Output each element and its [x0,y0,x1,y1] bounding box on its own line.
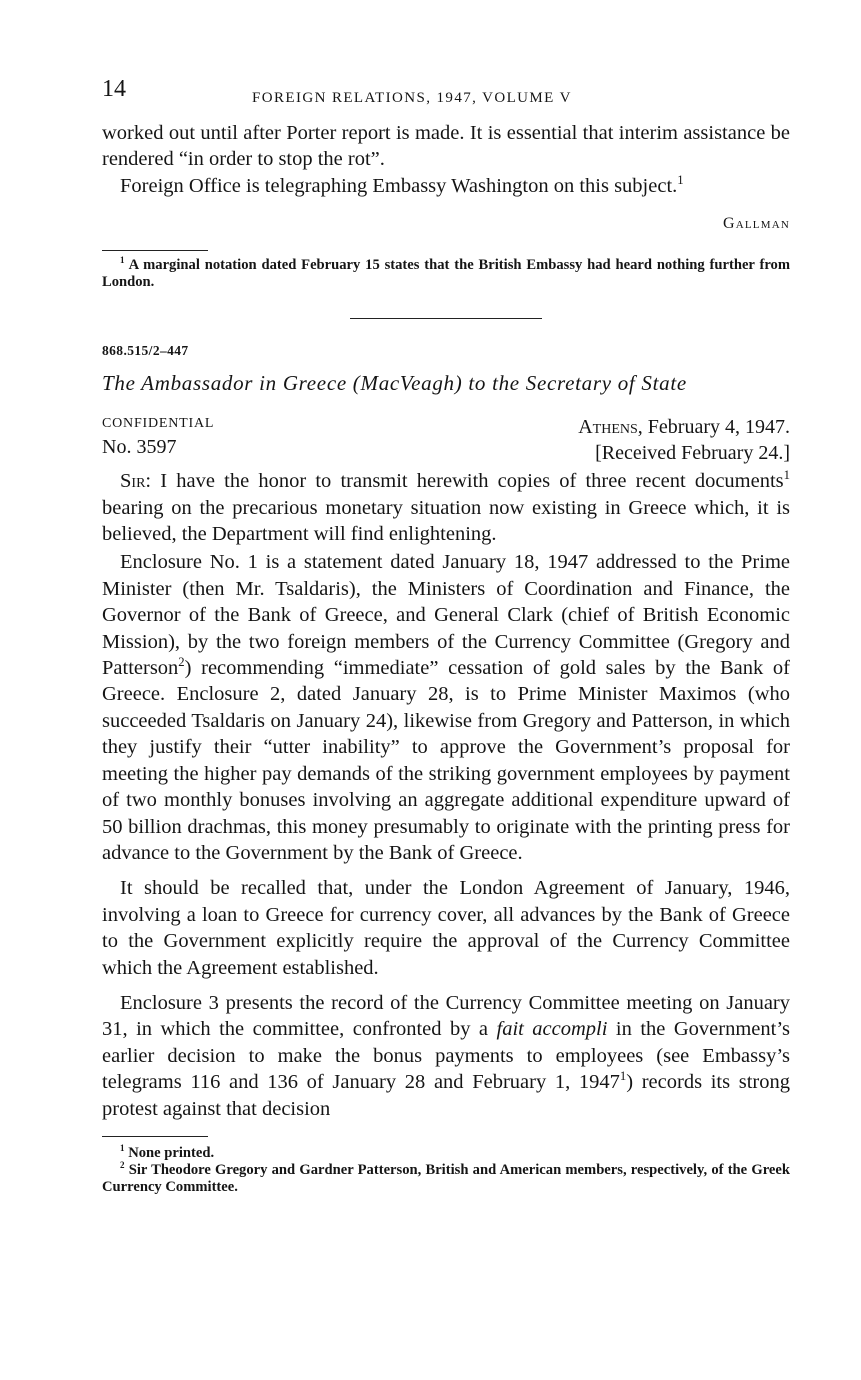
footnote-marker: 2 [120,1160,125,1171]
footnote-rule [102,1136,208,1137]
dateline-right [578,414,790,466]
continued-text: worked out until after Porter report is made. It is essential that interim assistance be rendered “in order to stop the rot”. [102,122,790,171]
paragraph-text: It should be recalled that, under the London Agreement of January, 1946, involving a loan to Greece for currency cover, all advances by the Bank of Greece to the Government explicitly require the approval of the Currency Committee which the Agreement established. [102,877,790,979]
footnote [102,1145,790,1162]
footnote-marker: 1 [120,255,125,266]
document-title: The Ambassador in Greece (MacVeagh) to the Secretary of State [102,371,687,396]
paragraph-text: in the Government’s earlier decision to make the bonus payments to employees (see Embassy’s telegrams 116 and 136 of January 28 and February 1, 1947 [102,1018,790,1094]
paragraph-text: ) recommending “immediate” cessation of gold sales by the Bank of Greece. Enclosure 2, dated January 28, is to Prime Minister Maximos (who succeeded Tsaldaris on January 24), likewise from Gregory and Patterson, in which they justify their “utter inability” to approve the Government’s proposal for meeting the higher pay demands of the striking government employees by payment of two monthly bonuses involving an aggregate additional expenditure upward of 50 billion drachmas, this money presumably to originate with the printing press for advance to the Government by the Bank of Greece. [102,657,790,864]
footnote [102,1162,790,1196]
paragraph-4 [102,990,790,1122]
paragraph-foreign-office [102,173,790,199]
paragraph-text: ) records its strong protest against that decision [102,1071,790,1120]
paragraph-2 [102,549,790,866]
paragraph-text: Enclosure 3 presents the record of the Currency Committee meeting on January 31, in which the committee, confronted by a [102,991,790,1041]
dateline-left [102,414,214,460]
paragraph-text: bearing on the precarious monetary situation now existing in Greece which, it is believed, the Department will find enlightening. [102,496,790,546]
footnote-reference: 1 [619,1069,627,1084]
footnote-reference: 1 [677,172,684,187]
paragraph-1 [102,468,790,547]
footnote-marker: 1 [120,1143,125,1154]
document-number: No. 3597 [102,436,177,459]
paragraph-3 [102,875,790,981]
section-separator [350,318,542,319]
salutation: Sir: [120,470,152,493]
paragraph-text: Foreign Office is telegraphing Embassy Washington on this subject. [120,174,678,197]
footnote-text: None printed. [128,1144,215,1161]
running-head [102,76,790,116]
document-page [102,76,790,1196]
file-number: 868.515/2–447 [102,343,189,359]
footnote-text: Sir Theodore Gregory and Gardner Patterson, British and American members, respectively, of the Greek Currency Committee. [102,1161,791,1195]
date: February 4, 1947. [647,416,790,439]
dateline [102,414,790,466]
running-title: FOREIGN RELATIONS, 1947, VOLUME V [252,90,572,106]
footnote-text: A marginal notation dated February 15 states that the British Embassy had heard nothing further from London. [102,257,790,291]
place-date [578,414,790,440]
place: Athens, [578,416,643,439]
footnote-rule [102,250,208,251]
paragraph-text: I have the honor to transmit herewith copies of three recent documents [160,470,784,493]
footnote-reference: 2 [178,655,185,670]
continued-paragraph [102,120,790,173]
italic-phrase: fait accompli [496,1018,608,1041]
signature: Gallman [722,215,790,233]
received-date: [Received February 24.] [595,442,790,465]
classification: CONFIDENTIAL [102,416,215,432]
footnotes [102,1145,790,1196]
page-number: 14 [102,76,126,102]
footnote-reference: 1 [783,468,790,483]
footnote [102,257,790,291]
paragraph-text: Enclosure No. 1 is a statement dated January 18, 1947 addressed to the Prime Minister (then Mr. Tsaldaris), the Ministers of Coordination and Finance, the Governor of the Bank of Greece, and General Clark (chief of British Economic Mission), by the two foreign members of the Currency Committee (Gregory and Patterson [102,551,790,680]
